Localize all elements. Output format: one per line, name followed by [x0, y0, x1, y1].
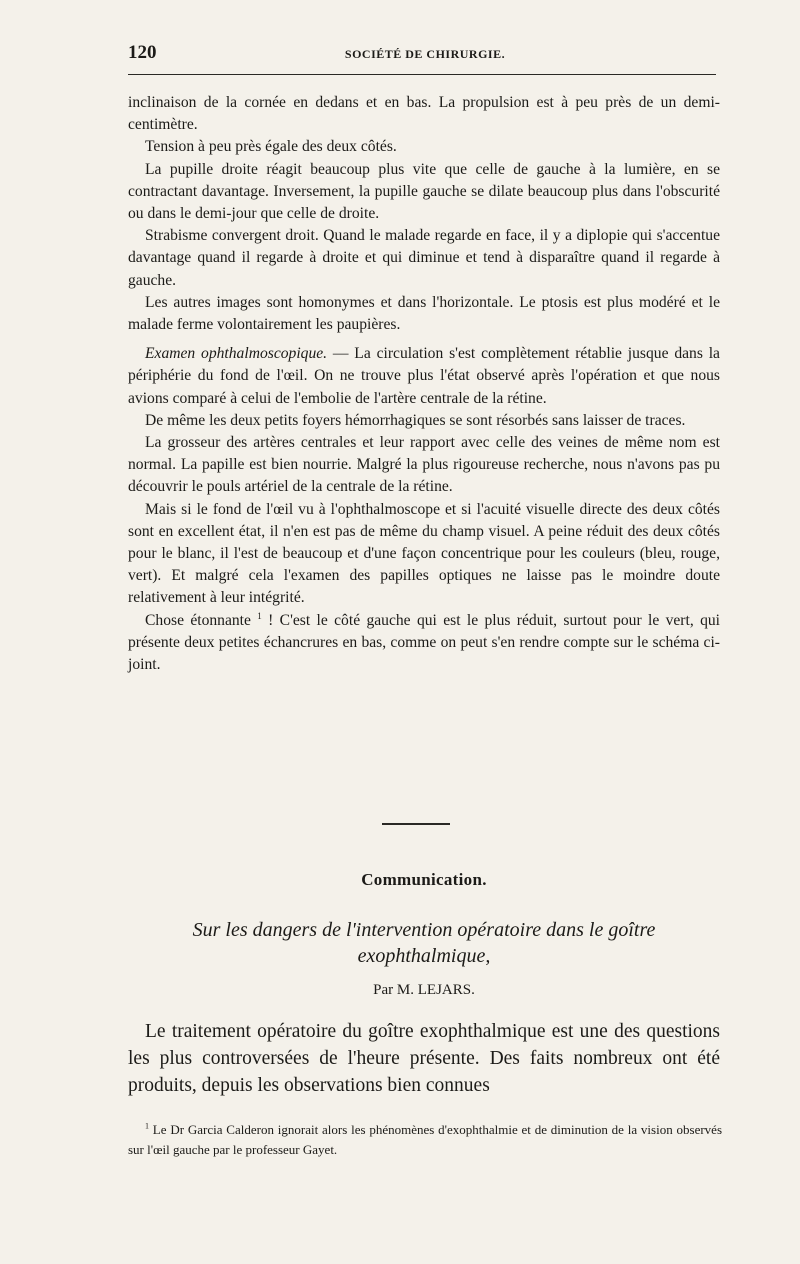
paragraph: inclinaison de la cornée en dedans et en bas. La propulsion est à peu près de un demi-centimètre.	[128, 94, 720, 134]
page-number: 120	[128, 42, 157, 63]
paragraph: Le traitement opératoire du goître exophthalmique est une des questions les plus controversées de l'heure présente. Des faits nombreux ont été produits, depuis les observations bien connues	[128, 1021, 720, 1096]
section-title: Communication.	[361, 870, 487, 889]
footnote-text	[128, 1120, 722, 1160]
article-title	[128, 917, 720, 969]
running-head: SOCIÉTÉ DE CHIRURGIE.	[344, 47, 506, 61]
article-title-line: exophthalmique,	[357, 945, 491, 967]
paragraph: La grosseur des artères centrales et leur rapport avec celle des veines de même nom est normal. La papille est bien nourrie. Malgré la plus rigoureuse recherche, nous n'avons pas pu découvrir le pouls artériel de la centrale de la rétine.	[128, 434, 720, 496]
paragraph: Tension à peu près égale des deux côtés.	[145, 138, 397, 156]
footnote-body: Le Dr Garcia Calderon ignorait alors les phénomènes d'exophthalmie et de diminution de la vision observés sur l'œil gauche par le professeur Gayet.	[128, 1122, 722, 1157]
paragraph-text: — La circulation s'est complètement rétablie jusque dans la périphérie du fond de l'œil. On ne trouve plus l'état observé après l'opération et que nous avions comparé à celui de l'embolie de l'artère centrale de la rétine.	[128, 345, 720, 407]
paragraph: Strabisme convergent droit. Quand le malade regarde en face, il y a diplopie qui s'accentue davantage quand il regarde à droite et qui diminue et tend à disparaître quand il regarde à gauche.	[128, 227, 720, 289]
paragraph-text: ! C'est le côté gauche qui est le plus réduit, surtout pour le vert, qui présente deux petites échancrures en bas, comme on peut s'en rendre compte sur le schéma ci-joint.	[128, 611, 721, 674]
header-rule	[128, 74, 716, 75]
italic-heading: Examen ophthalmoscopique.	[145, 345, 328, 363]
paragraph: La pupille droite réagit beaucoup plus vite que celle de gauche à la lumière, en se contractant davantage. Inversement, la pupille gauche se dilate beaucoup plus dans l'obscurité ou dans le demi-jour que celle de droite.	[128, 160, 720, 223]
paragraph	[128, 343, 720, 410]
section-separator	[382, 823, 450, 825]
paragraph: Les autres images sont homonymes et dans l'horizontale. Le ptosis est plus modéré et le malade ferme volontairement les paupières.	[128, 293, 720, 334]
footnote	[128, 1120, 722, 1160]
footnote-reference[interactable]: 1	[257, 610, 262, 621]
body-text	[128, 92, 720, 676]
paragraph-gap	[128, 336, 720, 343]
page-header	[128, 42, 722, 70]
byline: Par M. LEJARS.	[373, 982, 475, 998]
paragraph	[128, 610, 720, 677]
paragraph: De même les deux petits foyers hémorrhagiques se sont résorbés sans laisser de traces.	[145, 411, 686, 429]
lead-text	[128, 1018, 720, 1099]
paragraph: Mais si le fond de l'œil vu à l'ophthalmoscope et si l'acuité visuelle directe des deux côtés sont en excellent état, il n'en est pas de même du champ visuel. A peine réduit des deux côtés pour le blanc, il l'est de beaucoup et d'une façon concentrique pour les couleurs (bleu, rouge, vert). Et malgré cela l'examen des papilles optiques ne laisse pas le moindre doute relativement à leur intégrité.	[128, 500, 720, 607]
footnote-marker: 1	[145, 1121, 149, 1131]
paragraph-text: Chose étonnante	[145, 611, 251, 629]
article-title-line: Sur les dangers de l'intervention opératoire dans le goître	[192, 919, 656, 941]
